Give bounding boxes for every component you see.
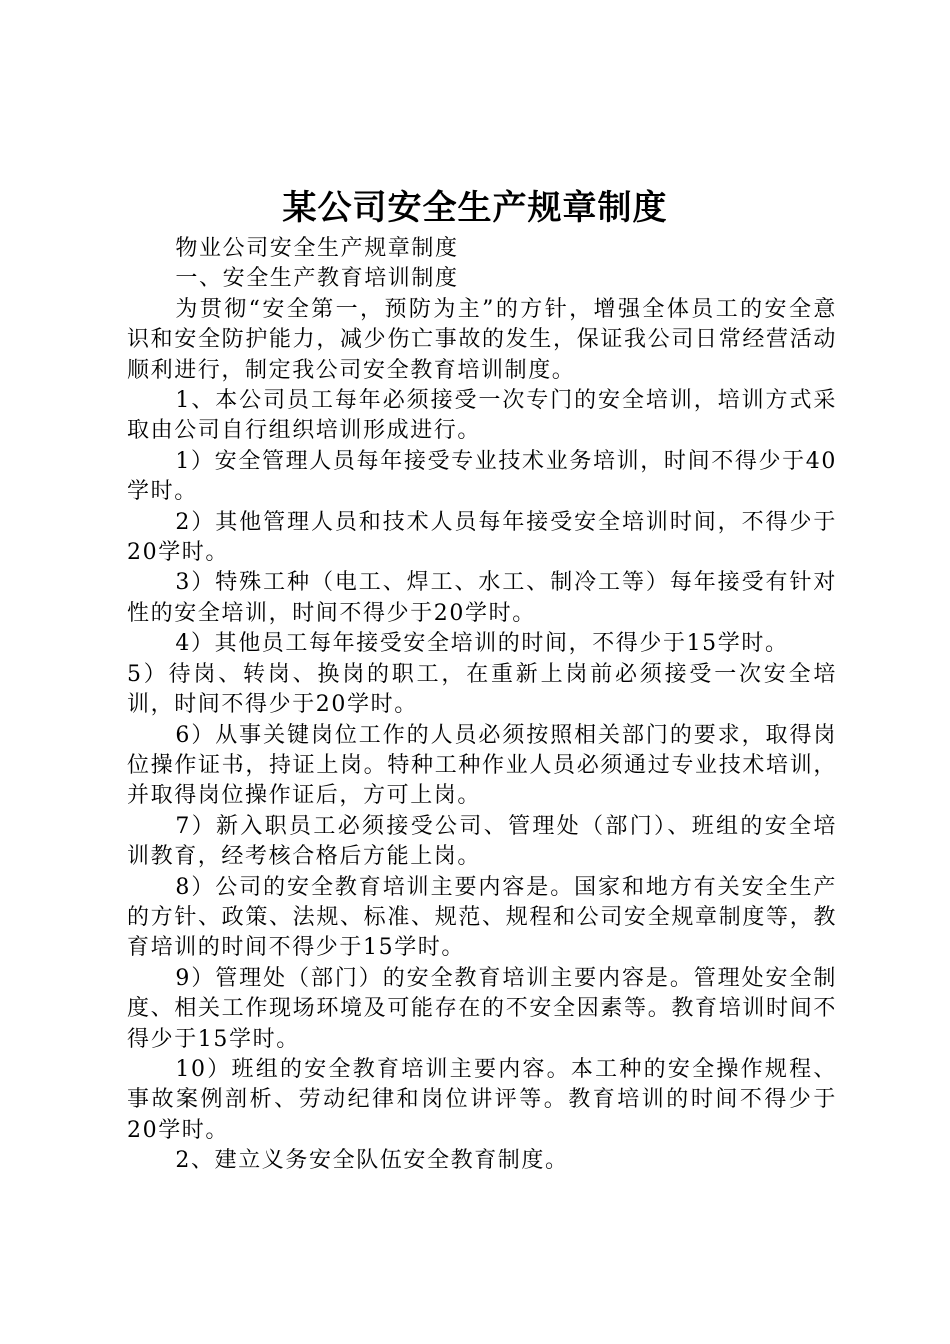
- document-body: [127, 234, 837, 1177]
- paragraph-section-heading: 一、安全生产教育培训制度: [175, 266, 459, 292]
- paragraph-item-1-10: 10）班组的安全教育培训主要内容。本工种的安全操作规程、事故案例剖析、劳动纪律和岗位讲评等。教育培训的时间不得少于20学时。: [127, 1056, 837, 1143]
- paragraph-item-1-8: 8）公司的安全教育培训主要内容是。国家和地方有关安全生产的方针、政策、法规、标准、规范、规程和公司安全规章制度等，教育培训的时间不得少于15学时。: [127, 874, 837, 961]
- document-title: 某公司安全生产规章制度: [282, 188, 668, 228]
- paragraph-item-1: 1、本公司员工每年必须接受一次专门的安全培训，培训方式采取由公司自行组织培训形成进行。: [127, 388, 837, 444]
- paragraph-item-2: 2、建立义务安全队伍安全教育制度。: [175, 1148, 569, 1174]
- paragraph-item-1-6: 6）从事关键岗位工作的人员必须按照相关部门的要求，取得岗位操作证书，持证上岗。特种工种作业人员必须通过专业技术培训，并取得岗位操作证后，方可上岗。: [127, 722, 837, 809]
- paragraph-item-1-3: 3）特殊工种（电工、焊工、水工、制冷工等）每年接受有针对性的安全培训，时间不得少于20学时。: [127, 570, 837, 626]
- paragraph-item-1-7: 7）新入职员工必须接受公司、管理处（部门）、班组的安全培训教育，经考核合格后方能上岗。: [127, 813, 837, 870]
- paragraph-item-1-4: 4）其他员工每年接受安全培训的时间，不得少于15学时。: [175, 631, 789, 657]
- paragraph-item-1-2: 2）其他管理人员和技术人员每年接受安全培训时间，不得少于20学时。: [127, 509, 837, 566]
- paragraph-item-1-1: 1）安全管理人员每年接受专业技术业务培训，时间不得少于40学时。: [127, 448, 837, 505]
- paragraph-intro: 为贯彻“安全第一，预防为主”的方针，增强全体员工的安全意识和安全防护能力，减少伤亡事故的发生，保证我公司日常经营活动顺利进行，制定我公司安全教育培训制度。: [127, 296, 837, 383]
- paragraph-subtitle: 物业公司安全生产规章制度: [175, 236, 459, 261]
- paragraph-item-1-9: 9）管理处（部门）的安全教育培训主要内容是。管理处安全制度、相关工作现场环境及可能存在的不安全因素等。教育培训时间不得少于15学时。: [127, 965, 837, 1052]
- paragraph-item-1-5: 5）待岗、转岗、换岗的职工，在重新上岗前必须接受一次安全培训，时间不得少于20学时。: [127, 661, 837, 718]
